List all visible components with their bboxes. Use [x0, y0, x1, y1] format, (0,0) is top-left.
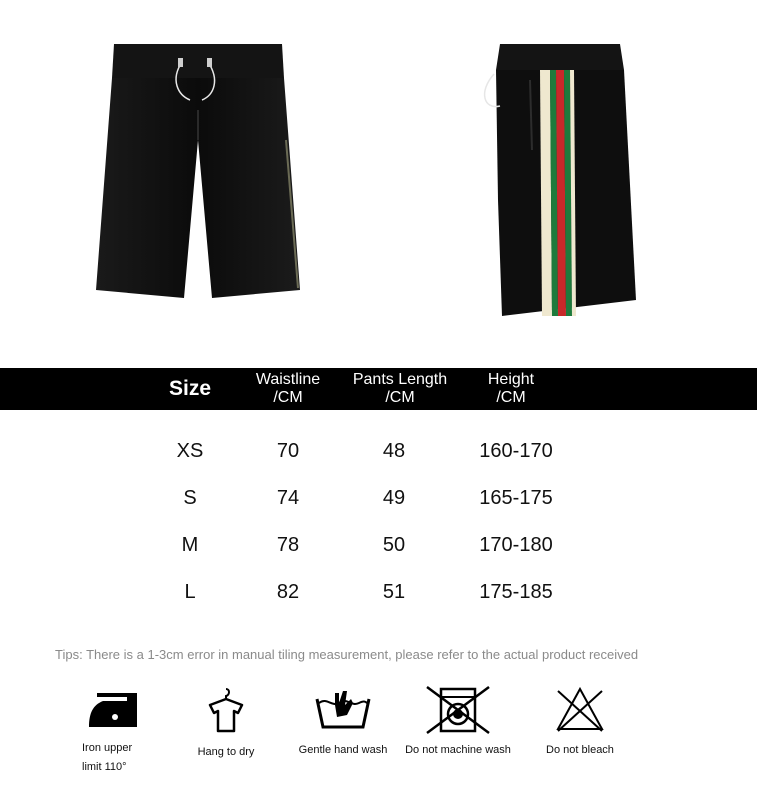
length-cell: 50	[382, 534, 406, 556]
table-row	[0, 483, 757, 513]
length-cell: 51	[382, 581, 406, 603]
height-cell: 160-170	[479, 440, 553, 462]
size-cell: S	[183, 487, 197, 509]
waist-cell: 74	[276, 487, 300, 509]
length-cell: 49	[382, 487, 406, 509]
care-hang-dry: Hang to dry	[186, 685, 266, 762]
height-cell: 165-175	[479, 487, 553, 509]
care-iron: Iron upper limit 110°	[78, 685, 150, 777]
length-cell: 48	[382, 440, 406, 462]
shorts-front-image	[70, 0, 330, 350]
height-header: Height /CM	[487, 371, 535, 406]
size-cell: L	[184, 581, 196, 603]
hand-wash-icon	[313, 685, 373, 735]
care-no-machine-wash: Do not machine wash	[400, 685, 516, 760]
pants-length-header: Pants Length /CM	[352, 371, 448, 406]
height-cell: 175-185	[479, 581, 553, 603]
table-row	[0, 530, 757, 560]
waist-cell: 82	[276, 581, 300, 603]
care-hand-wash: Gentle hand wash	[290, 685, 396, 760]
waist-cell: 70	[276, 440, 300, 462]
no-machine-wash-icon	[425, 685, 491, 735]
care-no-bleach: Do not bleach	[536, 685, 624, 760]
size-cell: M	[181, 534, 199, 556]
size-cell: XS	[176, 440, 204, 462]
iron-icon	[83, 685, 145, 733]
height-cell: 170-180	[479, 534, 553, 556]
table-row	[0, 577, 757, 607]
table-row	[0, 436, 757, 466]
size-table-header	[0, 368, 757, 410]
no-bleach-icon	[554, 685, 606, 735]
hanger-shirt-icon	[204, 685, 248, 737]
waist-cell: 78	[276, 534, 300, 556]
shorts-side-image	[440, 0, 660, 350]
measurement-tip: Tips: There is a 1-3cm error in manual tiling measurement, please refer to the actual product received	[55, 647, 639, 662]
size-header: Size	[168, 377, 212, 400]
waistline-header: Waistline /CM	[255, 371, 321, 406]
